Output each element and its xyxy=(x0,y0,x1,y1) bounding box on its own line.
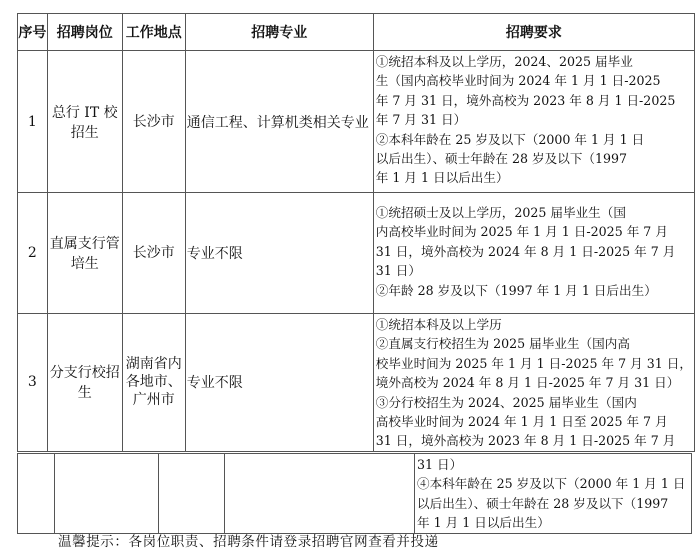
req-line: ①统招硕士及以上学历，2025 届毕业生（国 xyxy=(375,205,626,220)
empty-cell xyxy=(159,454,225,534)
row-no: 1 xyxy=(18,51,48,193)
req-line: ③分行校招生为 2024、2025 届毕业生（国内 xyxy=(375,394,637,410)
location-line: 广州市 xyxy=(132,392,175,409)
req-line: 31 日，境外高校为 2024 年 8 月 1 日-2025 年 7 月 xyxy=(375,243,676,259)
header-no: 序号 xyxy=(18,14,48,51)
req-line: ②直属支行校招生为 2025 届毕业生（国内高 xyxy=(375,336,630,352)
req-line: 31 日） xyxy=(417,457,463,472)
req-line: 31 日，境外高校为 2023 年 8 月 1 日-2025 年 7 月 xyxy=(375,433,676,449)
row-location xyxy=(122,314,185,452)
req-line: 以后出生）、硕士年龄在 28 岁及以下（1997 xyxy=(417,495,669,511)
req-line: ②本科年龄在 25 岁及以下（2000 年 1 月 1 日 xyxy=(375,131,645,147)
row-major: 专业不限 xyxy=(185,193,373,314)
row-position: 直属支行管培生 xyxy=(47,193,122,314)
req-line: 31 日） xyxy=(375,263,421,279)
row-major: 通信工程、计算机类相关专业 xyxy=(185,51,373,193)
header-major: 招聘专业 xyxy=(185,14,373,51)
req-line: 年 7 月 31 日，境外高校为 2023 年 8 月 1 日-2025 xyxy=(375,92,676,108)
location-line: 湖南省内 xyxy=(125,356,182,373)
row-location xyxy=(122,51,185,193)
row-no: 2 xyxy=(18,193,48,314)
location-line: 长沙市 xyxy=(132,245,175,261)
row-position: 分支行校招生 xyxy=(47,314,122,452)
req-line: 生（国内高校毕业时间为 2024 年 1 月 1 日-2025 xyxy=(375,73,661,89)
req-line: ①统招本科及以上学历 xyxy=(375,317,502,332)
row-no: 3 xyxy=(18,314,48,452)
empty-cell xyxy=(18,454,55,534)
table-row xyxy=(18,314,695,452)
footer-tip: 温馨提示：各岗位职责、招聘条件请登录招聘官网查看并投递 xyxy=(58,534,439,550)
row-location xyxy=(122,193,185,314)
recruitment-table xyxy=(17,13,695,452)
req-line: 以后出生）、硕士年龄在 28 岁及以下（1997 xyxy=(375,151,628,167)
row-position: 总行 IT 校招生 xyxy=(47,51,122,193)
req-line: ①统招本科及以上学历，2024、2025 届毕业 xyxy=(375,54,633,69)
req-line: 校毕业时间为 2025 年 1 月 1 日-2025 年 7 月 31 日， xyxy=(375,355,692,371)
req-line: 内高校毕业时间为 2025 年 1 月 1 日-2025 年 7 月 xyxy=(375,224,668,240)
header-location: 工作地点 xyxy=(122,14,185,51)
req-line: 境外高校为 2024 年 8 月 1 日-2025 年 7 月 31 日） xyxy=(375,375,680,391)
header-position: 招聘岗位 xyxy=(47,14,122,51)
location-line: 各地市、 xyxy=(125,374,182,391)
continued-requirements xyxy=(415,454,692,534)
empty-cell xyxy=(55,454,159,534)
req-line: ②年龄 28 岁及以下（1997 年 1 月 1 日后出生） xyxy=(375,282,657,298)
req-line: ④本科年龄在 25 岁及以下（2000 年 1 月 1 日 xyxy=(417,476,686,492)
row-requirements xyxy=(373,51,694,193)
req-line: 高校毕业时间为 2024 年 1 月 1 日至 2025 年 7 月 xyxy=(375,414,668,430)
header-requirements: 招聘要求 xyxy=(373,14,694,51)
row-requirements xyxy=(373,314,694,452)
table-row xyxy=(18,454,692,534)
req-line: 年 7 月 31 日） xyxy=(375,112,467,128)
continuation-table xyxy=(17,453,692,534)
req-line: 年 1 月 1 日以后出生） xyxy=(417,515,550,531)
row-requirements xyxy=(373,193,694,314)
table-row xyxy=(18,193,695,314)
table-row xyxy=(18,51,695,193)
header-row xyxy=(18,14,695,51)
location-line: 长沙市 xyxy=(132,113,175,130)
row-major: 专业不限 xyxy=(185,314,373,452)
req-line: 年 1 月 1 日以后出生） xyxy=(375,170,509,186)
empty-cell xyxy=(225,454,415,534)
